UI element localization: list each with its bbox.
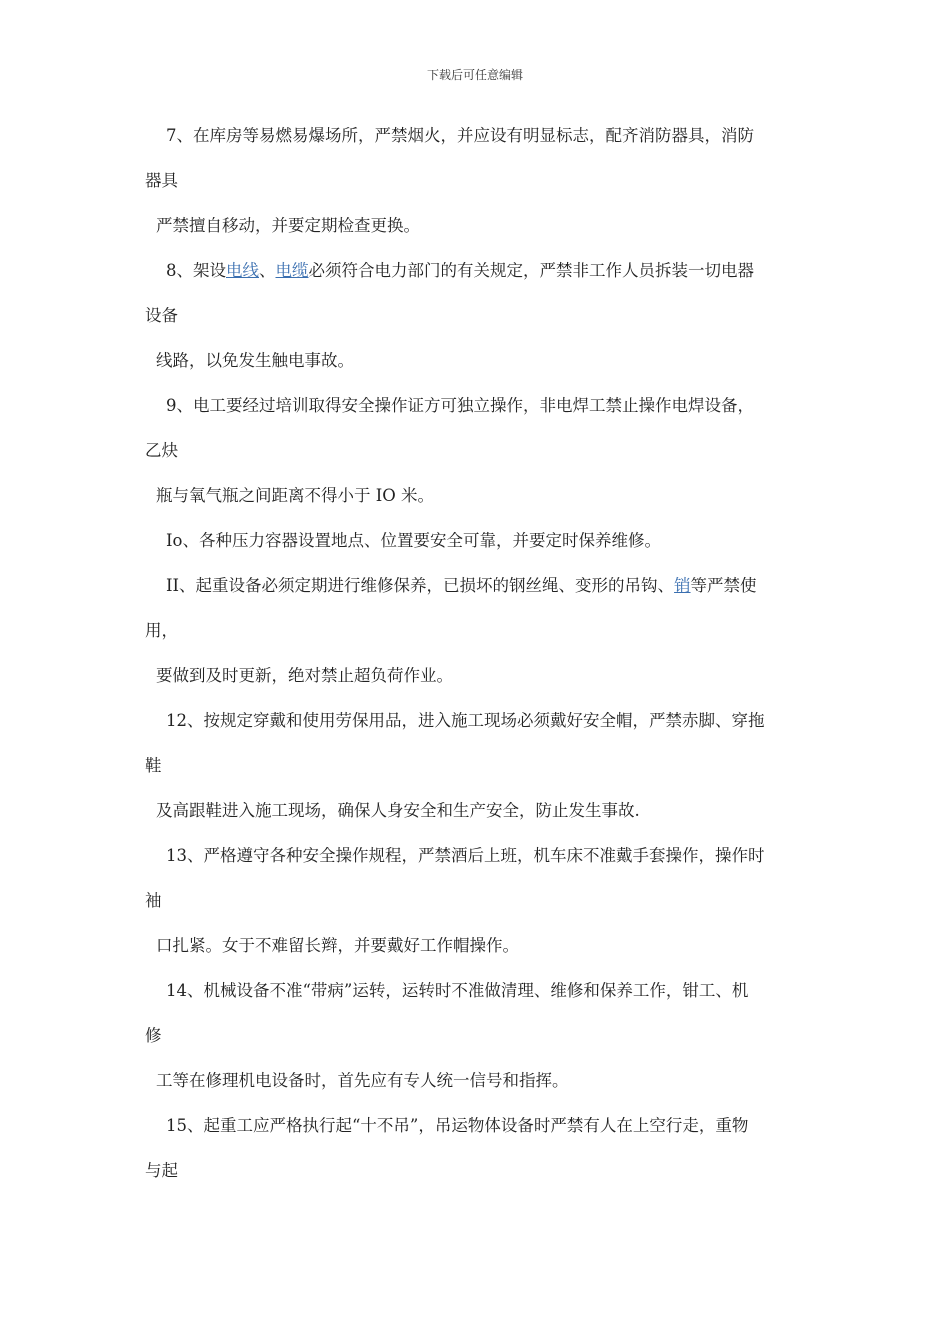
rule-15-line-2: 与起 — [145, 1161, 178, 1180]
rule-12-line-3: 及高跟鞋进入施工现场，确保人身安全和生产安全，防止发生事故. — [156, 801, 640, 820]
rule-12-text: 12、按规定穿戴和使用劳保用品，进入施工现场必须戴好安全帽，严禁赤脚、穿拖 — [166, 711, 765, 730]
rule-13-line-1 — [166, 845, 866, 867]
rule-14-line-1 — [166, 980, 866, 1002]
rule-8-line-2: 设备 — [145, 306, 178, 325]
link-xiao[interactable]: 销 — [674, 576, 691, 595]
rule-7-line-2: 器具 — [145, 171, 178, 190]
rule-7-line-1 — [166, 125, 866, 147]
rule-11-text-b: 等严禁使 — [690, 576, 757, 595]
rule-11-line-1 — [166, 575, 866, 597]
rule-15-line-1 — [166, 1115, 866, 1137]
rule-13-line-3: 口扎紧。女于不难留长辫，并要戴好工作帽操作。 — [156, 936, 519, 955]
rule-11-text-a: II、起重设备必须定期进行维修保养，已损坏的钢丝绳、变形的吊钩、 — [166, 576, 675, 595]
page-header: 下载后可任意编辑 — [426, 68, 523, 82]
link-dianxian[interactable]: 电线 — [226, 261, 259, 280]
rule-7-line-3: 严禁擅自移动，并要定期检查更换。 — [156, 216, 420, 235]
rule-9-line-3: 瓶与氧气瓶之间距离不得小于 IO 米。 — [156, 486, 435, 505]
rule-8-line-3: 线路，以免发生触电事故。 — [156, 351, 354, 370]
rule-14-line-2: 修 — [145, 1026, 162, 1045]
rule-11-line-2: 用， — [145, 621, 178, 640]
rule-13-text: 13、严格遵守各种安全操作规程，严禁酒后上班，机车床不准戴手套操作，操作时 — [166, 846, 765, 865]
rule-11-line-3: 要做到及时更新，绝对禁止超负荷作业。 — [156, 666, 453, 685]
rule-8-separator: 、 — [259, 261, 276, 280]
rule-12-line-1 — [166, 710, 866, 732]
rule-9-line-2: 乙炔 — [145, 441, 178, 460]
rule-14-text: 14、机械设备不准“带病”运转，运转时不准做清理、维修和保养工作，钳工、机 — [166, 981, 749, 1000]
rule-10-line-1 — [166, 530, 866, 552]
rule-10-text: Io、各种压力容器设置地点、位置要安全可靠，并要定时保养维修。 — [166, 531, 661, 550]
rule-7-text: 7、在库房等易燃易爆场所，严禁烟火，并应设有明显标志，配齐消防器具，消防 — [166, 126, 754, 145]
rule-14-line-3: 工等在修理机电设备时，首先应有专人统一信号和指挥。 — [156, 1071, 569, 1090]
rule-9-text: 9、电工要经过培训取得安全操作证方可独立操作，非电焊工禁止操作电焊设备， — [166, 396, 754, 415]
rule-8-text-a: 8、架设 — [166, 261, 226, 280]
rule-12-line-2: 鞋 — [145, 756, 162, 775]
rule-8-line-1 — [166, 260, 866, 282]
link-dianlan[interactable]: 电缆 — [275, 261, 309, 280]
rule-9-line-1 — [166, 395, 866, 417]
rule-8-text-b: 必须符合电力部门的有关规定，严禁非工作人员拆装一切电器 — [308, 261, 754, 280]
rule-13-line-2: 袖 — [145, 891, 162, 910]
rule-15-text: 15、起重工应严格执行起“十不吊”，吊运物体设备时严禁有人在上空行走，重物 — [166, 1116, 749, 1135]
